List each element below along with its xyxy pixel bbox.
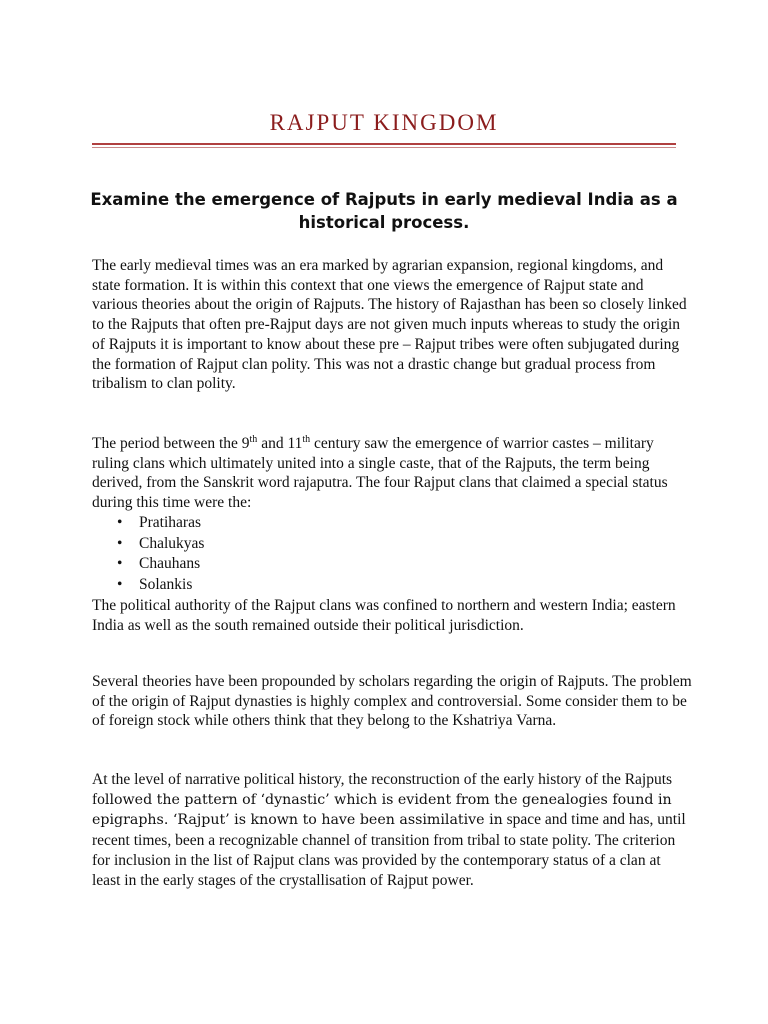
clan-name: Chalukyas (139, 534, 205, 552)
clan-list (92, 513, 204, 596)
list-item (92, 513, 204, 534)
paragraph-narrative-text-1: At the level of narrative political history, the reconstruction of the early history of the Rajputs fo (92, 771, 673, 808)
paragraph-narrative (92, 770, 692, 890)
superscript-th-1: th (249, 433, 258, 445)
bullet-icon: • (117, 514, 123, 531)
bullet-icon: • (117, 555, 123, 573)
list-item (92, 554, 204, 575)
paragraph-period-text-2: and 11 (257, 435, 303, 452)
paragraph-period-text-3: century saw the emergence of warrior castes – military ruling clans which ultimately united into a single caste, that of the Rajputs, the term being derived, from the Sanskrit word rajaputra. The four Rajput clans that claimed a special status during this time were the: (92, 435, 668, 512)
paragraph-narrative-emphasis: llowed the pattern of ‘dynastic’ which is evident from the genealogies found in epigraphs. ‘Rajput’ is known to have been assimilative in (92, 791, 672, 829)
paragraph-authority: The political authority of the Rajput clans was confined to northern and western India; eastern India as well as the south remained outside their political jurisdiction. (92, 597, 676, 634)
paragraph-intro: The early medieval times was an era marked by agrarian expansion, regional kingdoms, and state formation. It is within this context that one views the emergence of Rajput state and various theories about the origin of Rajputs. The history of Rajasthan has been so closely linked to the Rajputs that often pre-Rajput days are not given much inputs whereas to study the origin of Rajputs it is important to know about these pre – Rajput tribes were often subjugated during the formation of Rajput clan polity. This was not a drastic change but gradual process from tribalism to clan polity. (92, 257, 687, 393)
clan-name: Chauhans (139, 555, 201, 573)
superscript-th-2: th (302, 433, 311, 445)
list-item (92, 575, 204, 596)
clan-name: Solankis (139, 576, 193, 594)
list-item (92, 534, 204, 555)
paragraph-period (92, 434, 692, 513)
bullet-icon: • (117, 534, 123, 552)
paragraph-narrative-text-3: space and time and has, until recent times, been a recognizable channel of transition from tribal to state polity. The criterion for inclusion in the list of Rajput clans was provided by the contemporary status of a clan at least in the early stages of the crystallisation of Rajput power. (92, 811, 686, 889)
paragraph-period-text-1: The period between the 9 (92, 435, 250, 452)
paragraph-theories: Several theories have been propounded by scholars regarding the origin of Rajputs. The problem of the origin of Rajput dynasties is highly complex and controversial. Some consider them to be of foreign stock while others think that they belong to the Kshatriya Varna. (92, 673, 692, 730)
title-rule-thin (92, 147, 676, 148)
question-heading: Examine the emergence of Rajputs in early medieval India as a historical process. (90, 190, 678, 232)
page-title: RAJPUT KINGDOM (269, 110, 499, 135)
clan-name: Pratiharas (139, 514, 201, 531)
title-rule (92, 143, 676, 145)
bullet-icon: • (117, 576, 123, 594)
